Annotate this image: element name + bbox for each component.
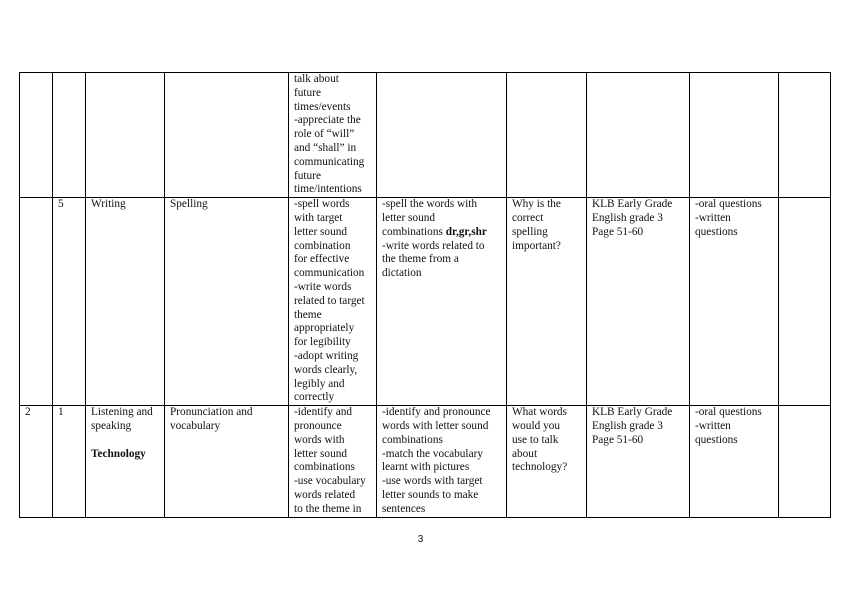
week-cell: 2 <box>20 406 53 517</box>
experiences-cell: -identify and pronounce words with letter sound combinations -match the vocabulary learnt with pictures -use words with target letter sounds to make sentences <box>377 406 507 517</box>
table-row <box>20 406 831 517</box>
remarks-cell <box>779 198 831 406</box>
strand-cell: Writing <box>86 198 165 406</box>
lesson-cell: 1 <box>53 406 86 517</box>
week-cell <box>20 73 53 198</box>
resources-cell: KLB Early Grade English grade 3 Page 51-60 <box>587 198 690 406</box>
outcomes-cell: -identify and pronounce words with letter sound combinations -use vocabulary words related to the theme in <box>289 406 377 517</box>
week-cell <box>20 198 53 406</box>
inquiry-cell: What words would you use to talk about technology? <box>507 406 587 517</box>
strand-cell <box>86 406 165 517</box>
experiences-text: -spell the words with letter sound combinations <box>382 198 478 238</box>
letter-combinations: dr,gr,shr <box>445 225 487 238</box>
remarks-cell <box>779 73 831 198</box>
assessment-cell <box>690 73 779 198</box>
sub-strand-cell <box>165 73 289 198</box>
outcomes-cell: talk about future times/events -appreciate the role of “will” and “shall” in communicating future time/intentions <box>289 73 377 198</box>
inquiry-cell <box>507 73 587 198</box>
table-row <box>20 198 831 406</box>
resources-cell <box>587 73 690 198</box>
experiences-text: -write words related to the theme from a dictation <box>382 239 485 280</box>
scheme-of-work-table <box>19 72 831 518</box>
remarks-cell <box>779 406 831 517</box>
table-row <box>20 73 831 198</box>
inquiry-cell: Why is the correct spelling important? <box>507 198 587 406</box>
strand-text: Listening and speaking <box>91 406 153 432</box>
assessment-cell: -oral questions -written questions <box>690 198 779 406</box>
outcomes-cell: -spell words with target letter sound combination for effective communication -write words related to target theme appropriately for legibility -adopt writing words clearly, legibly and correctly <box>289 198 377 406</box>
lesson-cell: 5 <box>53 198 86 406</box>
assessment-cell: -oral questions -written questions <box>690 406 779 517</box>
sub-strand-cell: Pronunciation and vocabulary <box>165 406 289 517</box>
theme-label: Technology <box>91 447 146 460</box>
lesson-cell <box>53 73 86 198</box>
sub-strand-cell: Spelling <box>165 198 289 406</box>
experiences-cell <box>377 198 507 406</box>
experiences-cell <box>377 73 507 198</box>
page-number: 3 <box>417 534 424 545</box>
resources-cell: KLB Early Grade English grade 3 Page 51-60 <box>587 406 690 517</box>
strand-cell <box>86 73 165 198</box>
